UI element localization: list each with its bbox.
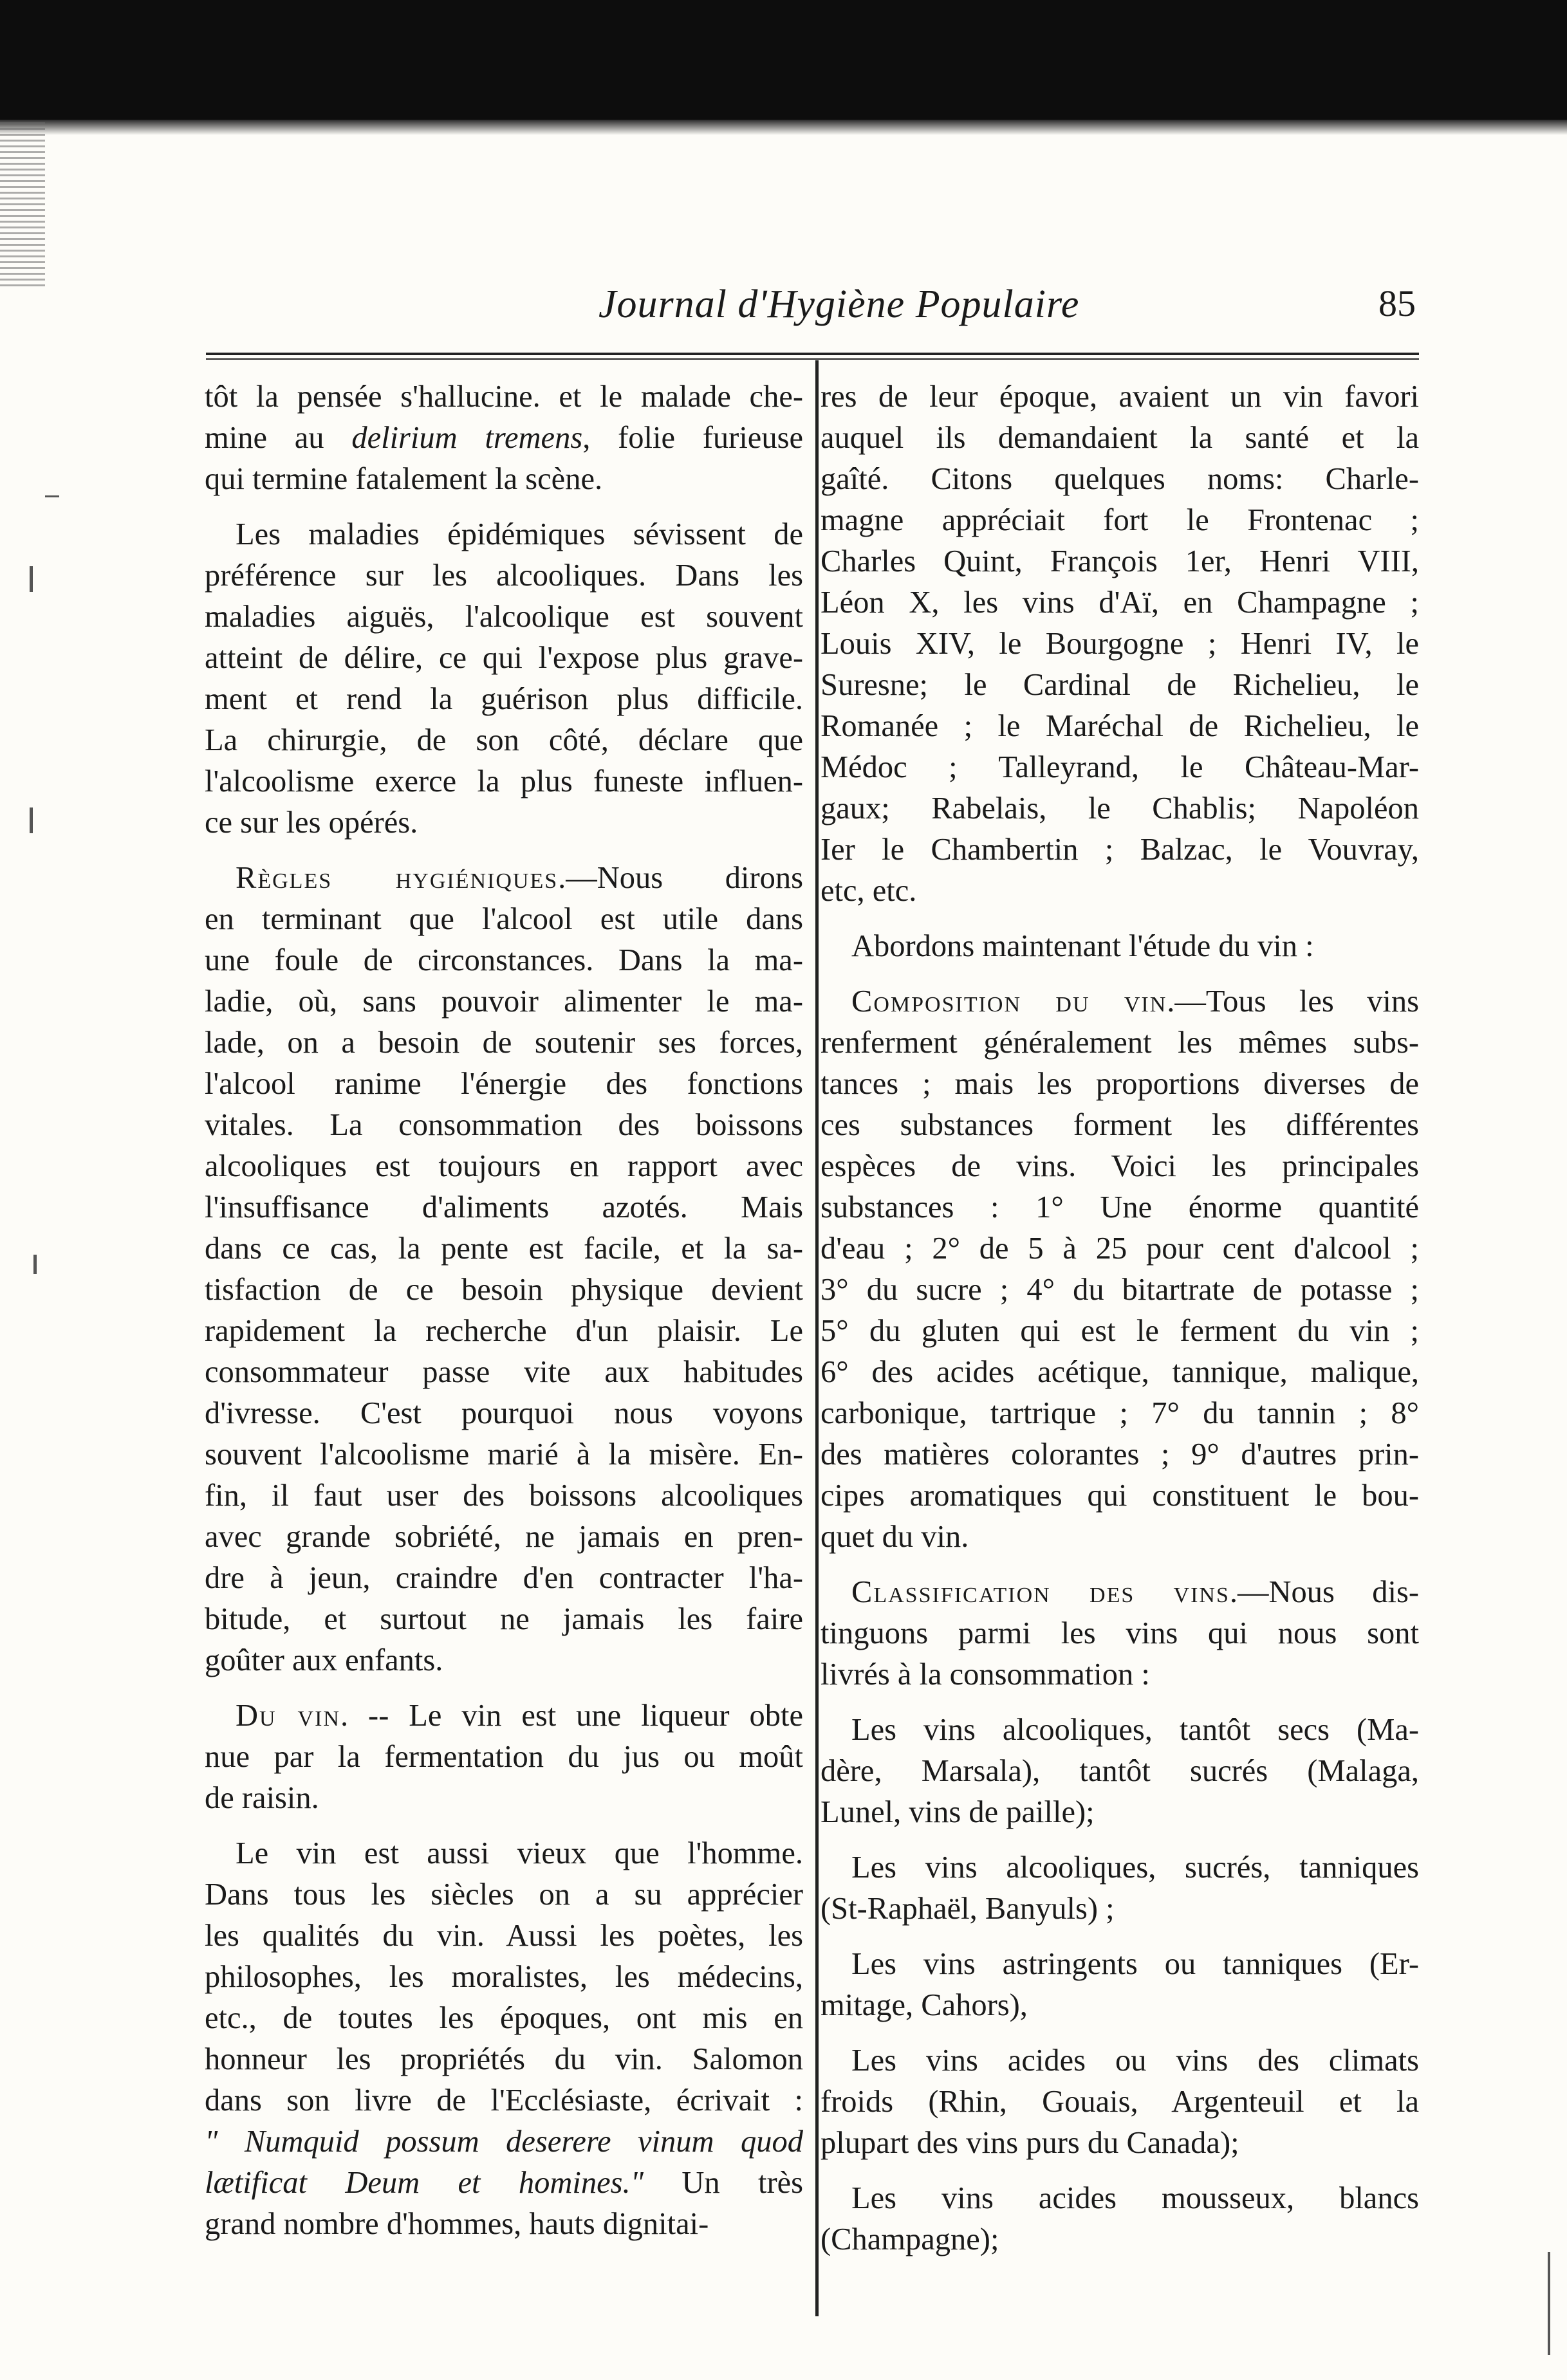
small-caps-heading: Classification des vins <box>851 1575 1230 1609</box>
paragraph <box>821 1833 1419 1930</box>
text-line: Composition du vin.—Tous les vins <box>851 984 1419 1019</box>
text-line: tinguons parmi les vins qui nous sont <box>821 1616 1419 1650</box>
text-line: Médoc ; Talleyrand, le Château-Mar- <box>821 750 1419 784</box>
text-line: en terminant que l'alcool est utile dans <box>205 902 803 936</box>
text-line: carbonique, tartrique ; 7° du tannin ; 8° <box>821 1396 1419 1430</box>
text-line: froids (Rhin, Gouais, Argenteuil et la <box>821 2085 1419 2119</box>
text-line: Les maladies épidémiques sévissent de <box>236 517 803 551</box>
text-line: Ier le Chambertin ; Balzac, le Vouvray, <box>821 833 1419 867</box>
text-line: lade, on a besoin de soutenir ses forces, <box>205 1026 803 1060</box>
paragraph-gap <box>205 1681 803 1695</box>
text-line: Suresne; le Cardinal de Richelieu, le <box>821 668 1419 702</box>
text-line: goûter aux enfants. <box>205 1643 443 1677</box>
text-line: l'insuffisance d'aliments azotés. Mais <box>205 1190 803 1224</box>
text-line: mine au delirium tremens, folie furieuse <box>205 421 803 455</box>
paragraph-gap <box>821 912 1419 926</box>
paragraph <box>821 2164 1419 2260</box>
italic-text: lætificat Deum et homines." <box>205 2166 644 2200</box>
paragraph-gap <box>205 1819 803 1833</box>
text-line: plupart des vins purs du Canada); <box>821 2126 1239 2160</box>
scan-dark-top-band <box>0 0 1567 120</box>
text-line: fin, il faut user des boissons alcooliques <box>205 1479 803 1513</box>
column-divider <box>815 360 819 2316</box>
margin-mark <box>30 566 33 592</box>
paragraph <box>821 2026 1419 2164</box>
paragraph-gap <box>821 1558 1419 1572</box>
paragraph <box>205 1681 803 1819</box>
text-line: l'alcool ranime l'énergie des fonctions <box>205 1067 803 1101</box>
text-line: Les vins acides mousseux, blancs <box>851 2181 1419 2215</box>
paragraph-gap <box>821 2164 1419 2178</box>
text-line: 5° du gluten qui est le ferment du vin ; <box>821 1314 1419 1348</box>
text-line: Les vins astringents ou tanniques (Er- <box>851 1947 1419 1981</box>
paragraph-gap <box>821 1930 1419 1944</box>
header-rule-thin <box>206 358 1419 360</box>
text-line: ladie, où, sans pouvoir alimenter le ma- <box>205 984 803 1019</box>
text-line: rapidement la recherche d'un plaisir. Le <box>205 1314 803 1348</box>
paragraph <box>821 912 1419 967</box>
page-header <box>206 277 1416 347</box>
text-line: souvent l'alcoolisme marié à la misère. En- <box>205 1437 803 1471</box>
paragraph-gap <box>821 967 1419 981</box>
text-line: philosophes, les moralistes, les médecins, <box>205 1960 803 1994</box>
text-line: Abordons maintenant l'étude du vin : <box>851 929 1314 963</box>
paragraph <box>821 967 1419 1558</box>
paragraph-gap <box>821 1833 1419 1847</box>
text-line: (Champagne); <box>821 2222 999 2256</box>
text-line: ment et rend la guérison plus difficile. <box>205 682 803 716</box>
scan-left-edge-noise <box>0 122 45 290</box>
text-line: livrés à la consommation : <box>821 1657 1150 1692</box>
text-line: bitude, et surtout ne jamais les faire <box>205 1602 803 1636</box>
small-caps-heading: Composition du vin <box>851 984 1167 1019</box>
text-line <box>205 2121 803 2163</box>
text-line: res de leur époque, avaient un vin favori <box>821 380 1419 414</box>
text-line: qui termine fatalement la scène. <box>205 462 603 496</box>
text-line: tisfaction de ce besoin physique devient <box>205 1273 803 1307</box>
italic-text: delirium tremens <box>351 421 583 455</box>
text-line: dère, Marsala), tantôt sucrés (Malaga, <box>821 1754 1419 1788</box>
text-line: grand nombre d'hommes, hauts dignitai- <box>205 2207 709 2241</box>
text-line: alcooliques est toujours en rapport avec <box>205 1149 803 1183</box>
text-line: cipes aromatiques qui constituent le bou- <box>821 1479 1419 1513</box>
text-line: ce sur les opérés. <box>205 806 418 840</box>
text-line: des matières colorantes ; 9° d'autres prin- <box>821 1437 1419 1471</box>
text-line: 6° des acides acétique, tannique, malique, <box>821 1355 1419 1389</box>
text-line: nue par la fermentation du jus ou moût <box>205 1740 803 1774</box>
header-rule <box>206 353 1419 355</box>
text-line: avec grande sobriété, ne jamais en pren- <box>205 1520 803 1554</box>
paragraph <box>205 1819 803 2245</box>
text-line: maladies aiguës, l'alcoolique est souvent <box>205 600 803 634</box>
text-line: atteint de délire, ce qui l'expose plus grave- <box>205 641 803 675</box>
text-line: honneur les propriétés du vin. Salomon <box>205 2042 803 2076</box>
small-caps-heading: Règles hygiéniques <box>236 861 559 895</box>
margin-mark <box>30 807 33 833</box>
scan-shadow <box>0 120 1567 135</box>
text-line: espèces de vins. Voici les principales <box>821 1149 1419 1183</box>
text-line: Le vin est aussi vieux que l'homme. <box>236 1836 803 1870</box>
text-line: dans son livre de l'Ecclésiaste, écrivait : <box>205 2083 803 2117</box>
text-line: préférence sur les alcooliques. Dans les <box>205 558 803 593</box>
text-line: gaîté. Citons quelques noms: Charle- <box>821 462 1419 496</box>
text-line: etc, etc. <box>821 874 917 908</box>
text-line: renferment généralement les mêmes subs- <box>821 1026 1419 1060</box>
text-line: Les vins acides ou vins des climats <box>851 2043 1419 2078</box>
text-line: une foule de circonstances. Dans la ma- <box>205 943 803 977</box>
text-line: Lunel, vins de paille); <box>821 1795 1095 1829</box>
margin-mark <box>1548 2252 1550 2355</box>
text-line: 3° du sucre ; 4° du bitartrate de potasse ; <box>821 1273 1419 1307</box>
paragraph-gap <box>821 2026 1419 2040</box>
text-line: l'alcoolisme exerce la plus funeste influen- <box>205 764 803 798</box>
text-line: Classification des vins.—Nous dis- <box>851 1575 1419 1609</box>
text-line: Léon X, les vins d'Aï, en Champagne ; <box>821 586 1419 620</box>
text-line: ces substances forment les différentes <box>821 1108 1419 1142</box>
text-line: magne appréciait fort le Frontenac ; <box>821 503 1419 537</box>
right-column <box>821 376 1419 2260</box>
text-line: Dans tous les siècles on a su apprécier <box>205 1877 803 1912</box>
paragraph <box>821 1930 1419 2026</box>
paragraph-gap <box>205 844 803 858</box>
text-line: Les vins alcooliques, sucrés, tanniques <box>851 1850 1419 1885</box>
italic-text: " Numquid possum deserere vinum quod <box>205 2125 803 2159</box>
small-caps-heading: Du vin <box>236 1699 340 1733</box>
text-line: dans ce cas, la pente est facile, et la sa- <box>205 1232 803 1266</box>
text-line: Louis XIV, le Bourgogne ; Henri IV, le <box>821 627 1419 661</box>
text-line: auquel ils demandaient la santé et la <box>821 421 1419 455</box>
text-line: Charles Quint, François 1er, Henri VIII, <box>821 544 1419 578</box>
margin-mark <box>33 1255 37 1274</box>
text-line: tôt la pensée s'hallucine. et le malade che- <box>205 380 803 414</box>
text-line: Du vin. -- Le vin est une liqueur obte <box>236 1699 803 1733</box>
page-number: 85 <box>1378 282 1416 324</box>
text-line: consommateur passe vite aux habitudes <box>205 1355 803 1389</box>
text-line: dre à jeun, craindre d'en contracter l'ha- <box>205 1561 803 1595</box>
text-line: mitage, Cahors), <box>821 1988 1028 2022</box>
text-line: quet du vin. <box>821 1520 969 1554</box>
text-line: lætificat Deum et homines." Un très <box>205 2166 803 2200</box>
text-line: Les vins alcooliques, tantôt secs (Ma- <box>851 1713 1419 1747</box>
paragraph <box>821 1695 1419 1833</box>
text-line: tances ; mais les proportions diverses de <box>821 1067 1419 1101</box>
text-line: vitales. La consommation des boissons <box>205 1108 803 1142</box>
journal-title: Journal d'Hygiène Populaire <box>598 282 1080 326</box>
text-line: d'eau ; 2° de 5 à 25 pour cent d'alcool ; <box>821 1232 1419 1266</box>
paragraph <box>821 376 1419 912</box>
left-column <box>205 376 803 2245</box>
paragraph <box>821 1558 1419 1695</box>
paragraph <box>205 376 803 500</box>
paragraph <box>205 500 803 844</box>
text-line: La chirurgie, de son côté, déclare que <box>205 723 803 757</box>
text-line: Romanée ; le Maréchal de Richelieu, le <box>821 709 1419 743</box>
paragraph-gap <box>821 1695 1419 1710</box>
margin-mark <box>45 495 59 497</box>
text-line: substances : 1° Une énorme quantité <box>821 1190 1419 1224</box>
text-line: d'ivresse. C'est pourquoi nous voyons <box>205 1396 803 1430</box>
text-line: (St-Raphaël, Banyuls) ; <box>821 1892 1115 1926</box>
text-line: Règles hygiéniques.—Nous dirons <box>236 861 803 895</box>
paragraph <box>205 844 803 1681</box>
text-line: etc., de toutes les époques, ont mis en <box>205 2001 803 2035</box>
text-line: de raisin. <box>205 1781 319 1815</box>
text-line: gaux; Rabelais, le Chablis; Napoléon <box>821 791 1419 826</box>
paragraph-gap <box>205 500 803 514</box>
text-line: les qualités du vin. Aussi les poètes, les <box>205 1919 803 1953</box>
